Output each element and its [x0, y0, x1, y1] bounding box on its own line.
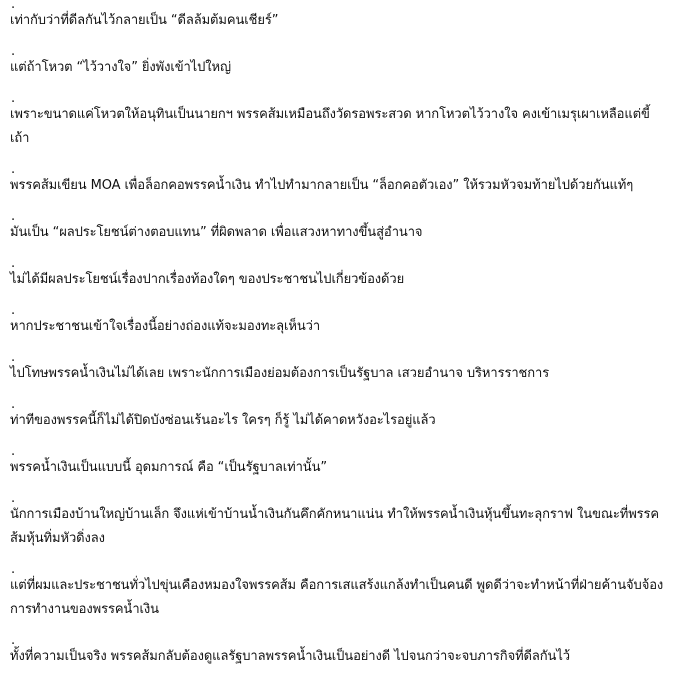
paragraph-text: เพราะขนาดแค่โหวตให้อนุทินเป็นนายกฯ พรรคส้มเหมือนถึงวัดรอพระสวด หากโหวตไว้วางใจ คงเข้าเมรุเผาเหลือแต่ขี้เถ้า — [10, 107, 650, 146]
separator-dot: . — [11, 350, 16, 365]
paragraph-2 — [10, 44, 666, 80]
separator-dot: . — [11, 91, 16, 106]
separator-dot: . — [11, 303, 16, 318]
paragraph-10 — [10, 444, 666, 480]
paragraph-text: แต่ถ้าโหวต “ไว้วางใจ” ยิ่งพังเข้าไปใหญ่ — [10, 60, 231, 75]
paragraph-text: แต่ที่ผมและประชาชนทั่วไปขุ่นเคืองหมองใจพรรคส้ม คือการเสแสร้งแกล้งทำเป็นคนดี พูดดีว่าจะทำหน้าที่ฝ่ายค้านจับจ้องการทำงานของพรรคน้ำเงิน — [10, 578, 664, 617]
paragraph-text: พรรคส้มเขียน MOA เพื่อล็อกคอพรรคน้ำเงิน ทำไปทำมากลายเป็น “ล็อกคอตัวเอง” ให้รวมหัวจมท้ายไปด้วยกันแท้ๆ — [10, 178, 634, 193]
paragraph-text: ไม่ได้มีผลประโยชน์เรื่องปากเรื่องท้องใดๆ ของประชาชนไปเกี่ยวข้องด้วย — [10, 272, 405, 287]
paragraph-text: ไปโทษพรรคน้ำเงินไม่ได้เลย เพราะนักการเมืองย่อมต้องการเป็นรัฐบาล เสวยอำนาจ บริหารราชการ — [10, 366, 550, 381]
paragraph-3 — [10, 91, 666, 151]
paragraph-12 — [10, 562, 666, 622]
paragraph-text: หากประชาชนเข้าใจเรื่องนี้อย่างถ่องแท้จะมองทะลุเห็นว่า — [10, 319, 321, 334]
paragraph-text: เท่ากับว่าที่ดีลกันไว้กลายเป็น “ดีลล้มต้มคนเชียร์” — [10, 13, 279, 28]
paragraph-text: พรรคน้ำเงินเป็นแบบนี้ อุดมการณ์ คือ “เป็นรัฐบาลเท่านั้น” — [10, 460, 327, 475]
post-body — [10, 0, 666, 669]
separator-dot: . — [11, 397, 16, 412]
paragraph-7 — [10, 303, 666, 339]
separator-dot: . — [11, 562, 16, 577]
paragraph-13 — [10, 633, 666, 669]
separator-dot: . — [11, 633, 16, 648]
paragraph-1 — [10, 0, 666, 33]
paragraph-4 — [10, 162, 666, 198]
separator-dot: . — [11, 444, 16, 459]
separator-dot: . — [11, 209, 16, 224]
paragraph-text: ทั้งที่ความเป็นจริง พรรคส้มกลับต้องดูแลรัฐบาลพรรคน้ำเงินเป็นอย่างดี ไปจนกว่าจะจบภารกิจที่ดีลกันไว้ — [10, 649, 570, 664]
separator-dot: . — [11, 162, 16, 177]
paragraph-text: มันเป็น “ผลประโยชน์ต่างตอบแทน” ที่ผิดพลาด เพื่อแสวงหาทางขึ้นสู่อำนาจ — [10, 225, 423, 240]
paragraph-8 — [10, 350, 666, 386]
separator-dot: . — [11, 0, 16, 12]
separator-dot: . — [11, 256, 16, 271]
separator-dot: . — [11, 491, 16, 506]
paragraph-6 — [10, 256, 666, 292]
separator-dot: . — [11, 44, 16, 59]
paragraph-9 — [10, 397, 666, 433]
paragraph-5 — [10, 209, 666, 245]
paragraph-text: ท่าทีของพรรคนี้ก็ไม่ได้ปิดบังซ่อนเร้นอะไร ใครๆ ก็รู้ ไม่ได้คาดหวังอะไรอยู่แล้ว — [10, 413, 436, 428]
paragraph-11 — [10, 491, 666, 551]
paragraph-text: นักการเมืองบ้านใหญ่บ้านเล็ก จึงแห่เข้าบ้านน้ำเงินกันคึกคักหนาแน่น ทำให้พรรคน้ำเงินหุ้นขึ้นทะลุกราฟ ในขณะที่พรรคส้มหุ้นทิ่มหัวดิ่งลง — [10, 507, 660, 546]
